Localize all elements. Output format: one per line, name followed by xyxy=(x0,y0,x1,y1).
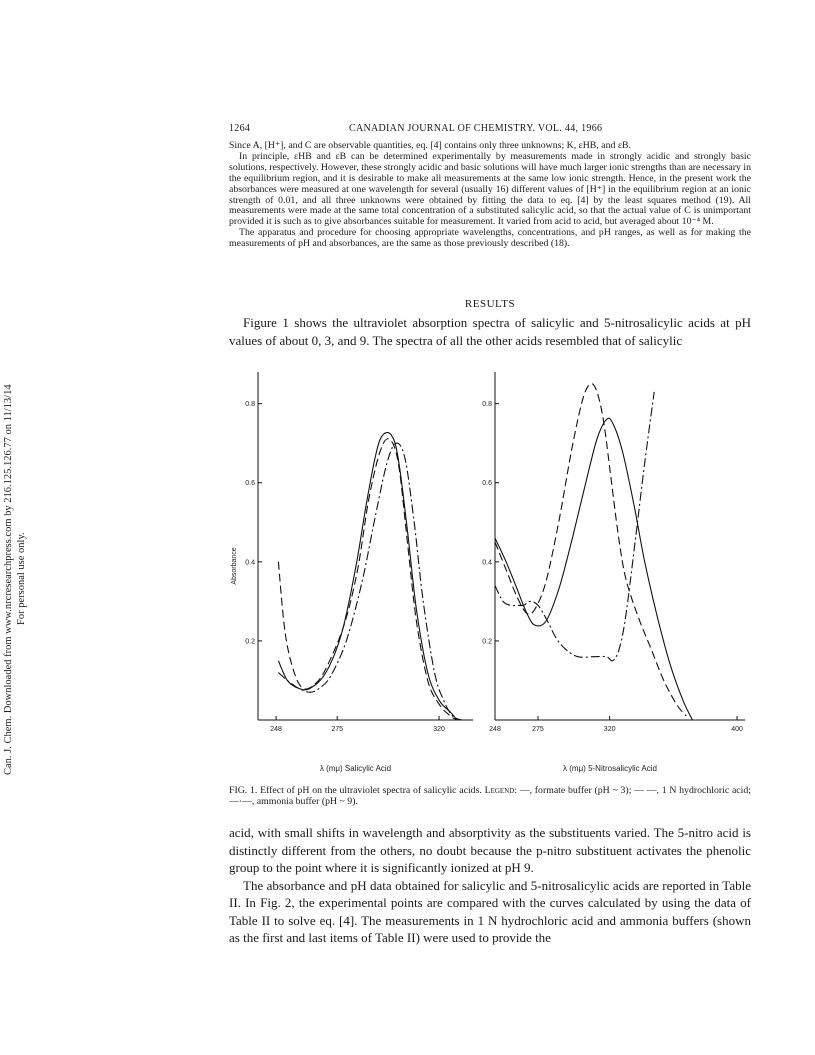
y-tick-label: 0.8 xyxy=(245,401,255,409)
y-tick-label: 0.6 xyxy=(245,480,255,488)
x-axis-label: λ (mμ) 5-Nitrosalicylic Acid xyxy=(563,764,657,773)
x-tick-label: 400 xyxy=(731,726,743,733)
paragraph: The absorbance and pH data obtained for salicylic and 5-nitrosalicylic acids are reported in Table II. In Fig. 2, the experimental points are compared with the curves calculated by using the data of Table II to solve eq. [4]. The measurements in 1 N hydrochloric acid and ammonia buffers (shown as the first and last items of Table II) were used to provide the xyxy=(229,877,751,945)
x-axis-label: λ (mμ) Salicylic Acid xyxy=(319,764,392,773)
y-tick-label: 0.2 xyxy=(482,638,492,646)
y-axis-label: Absorbance xyxy=(231,547,238,585)
section-heading: RESULTS xyxy=(464,298,516,310)
download-notice: Can. J. Chem. Downloaded from www.nrcresearchpress.com by 216.125.126.77 on 11/13/14 xyxy=(3,384,14,775)
paragraph: acid, with small shifts in wavelength and absorptivity as the substituents varied. The 5-nitro acid is distinctly different from the others, no doubt because the p-nitro substituent activates the phenolic group to the point where it is significantly ionized at pH 9. xyxy=(229,825,751,875)
x-tick-label: 248 xyxy=(489,726,501,733)
results-text xyxy=(229,314,751,349)
y-tick-label: 0.6 xyxy=(482,480,492,488)
legend-text: —, formate buffer (pH ~ 3); — —, 1 N hydrochloric acid; —·—, ammonia buffer (pH ~ 9). xyxy=(229,785,751,807)
spectrum-curve-solid xyxy=(278,433,457,720)
x-tick-label: 248 xyxy=(270,726,282,733)
x-tick-label: 275 xyxy=(532,726,544,733)
spectrum-curve-dashdot xyxy=(495,392,654,661)
y-tick-label: 0.4 xyxy=(482,559,492,567)
figure-caption xyxy=(229,785,751,807)
personal-use-notice: For personal use only. xyxy=(16,532,27,625)
intro-text xyxy=(229,141,751,250)
journal-title: CANADIAN JOURNAL OF CHEMISTRY. VOL. 44, 1966 xyxy=(349,123,603,134)
running-header xyxy=(229,123,749,137)
x-tick-label: 275 xyxy=(331,726,344,733)
caption-text: Effect of pH on the ultraviolet spectra of salicylic acids. xyxy=(260,785,482,796)
x-tick-label: 320 xyxy=(433,726,445,733)
y-tick-label: 0.8 xyxy=(482,401,492,409)
discussion-text xyxy=(229,824,751,947)
page-number: 1264 xyxy=(229,123,251,134)
paragraph: Figure 1 shows the ultraviolet absorption spectra of salicylic and 5-nitrosalicylic acids at pH values of about 0, 3, and 9. The spectra of all the other acids resembled that of salicylic xyxy=(229,315,751,348)
spectrum-curve-solid xyxy=(495,418,693,720)
legend-word: Legend: xyxy=(484,785,518,796)
y-tick-label: 0.4 xyxy=(245,559,255,567)
x-tick-label: 320 xyxy=(603,726,616,733)
paragraph: In principle, εHB and εB can be determined experimentally by measurements made in strongly acidic and strongly basic solutions, respectively. However, these strongly acidic and basic solutions will have much larger ionic strengths than are necessary in the equilibrium region, and it is desirable to make all measurements at the same low ionic strength. Hence, in the present work the absorbances were measured at one wavelength for several (usually 16) different values of [H⁺] in the equilibrium region at an ionic strength of 0.01, and all three unknowns were obtained by fitting the data to eq. [4] by the least squares method (19). All measurements were made at the same total concentration of a substituted salicylic acid, so that the actual value of C is unimportant provided it is such as to give absorbances suitable for measurement. It varied from acid to acid, but averaged about 10⁻⁴ M. xyxy=(229,150,751,228)
figure-label: FIG. 1. xyxy=(229,785,258,796)
spectrum-curve-dashed xyxy=(278,439,457,720)
spectrum-curve-dashed xyxy=(495,384,686,716)
download-watermark xyxy=(0,0,30,1055)
paragraph: Since A, [H⁺], and C are observable quantities, eq. [4] contains only three unknowns; K, εHB, and εB. xyxy=(229,140,631,151)
y-tick-label: 0.2 xyxy=(245,638,255,646)
paragraph: The apparatus and procedure for choosing appropriate wavelengths, concentrations, and pH ranges, as well as for making the measurements of pH and absorbances, are the same as those previously described (18). xyxy=(229,227,751,250)
spectrum-curve-dashdot xyxy=(278,443,461,720)
